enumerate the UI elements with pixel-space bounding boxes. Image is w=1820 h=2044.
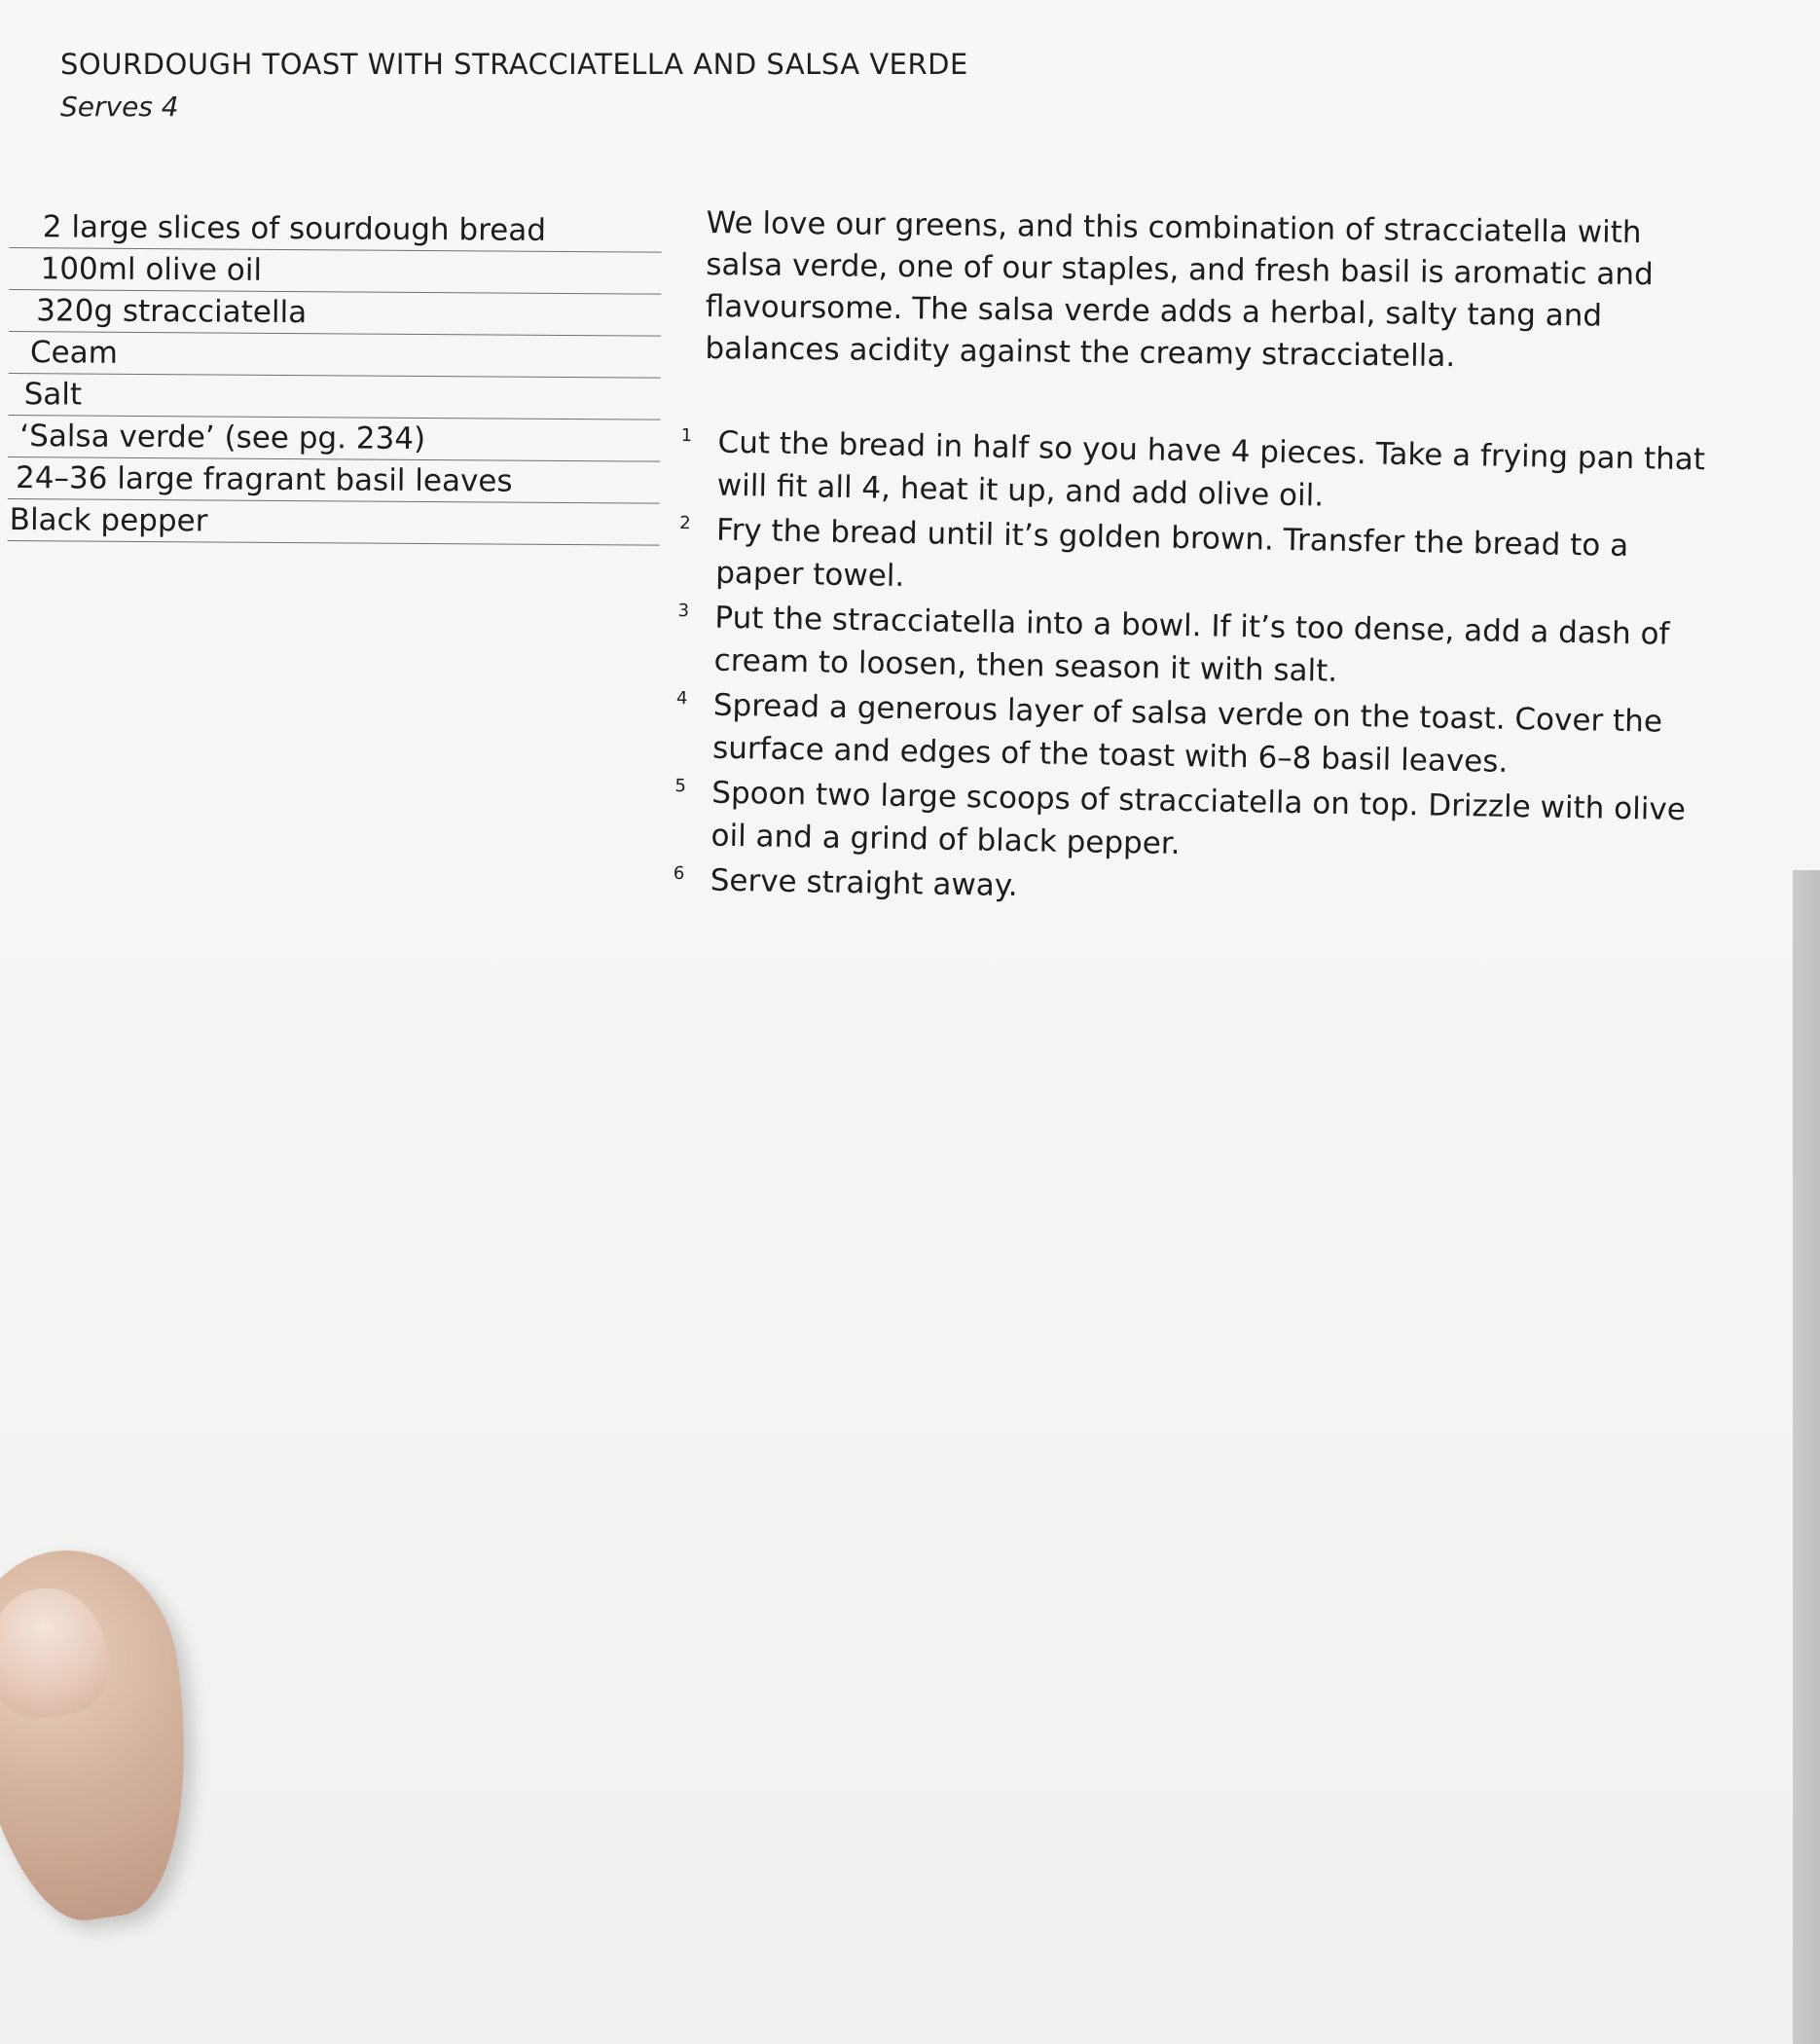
step-number: 3: [677, 600, 690, 622]
ingredient-item: 2 large slices of sourdough bread: [10, 206, 662, 253]
finger-image: [0, 1537, 211, 1933]
step-text: Fry the bread until it’s golden brown. Transfer the bread to a paper towel.: [714, 512, 1629, 595]
step-text: Cut the bread in half so you have 4 pieces. Take a frying pan that will fit all 4, heat it up, and add olive oil.: [716, 424, 1706, 514]
step-text: Spread a generous layer of salsa verde on the toast. Cover the surface and edges of the toast with 6–8 basil leaves.: [711, 687, 1663, 780]
recipe-title: SOURDOUGH TOAST WITH STRACCIATELLA AND SALSA VERDE: [60, 48, 968, 81]
ingredient-item: 320g stracciatella: [9, 290, 661, 337]
fingernail: [0, 1581, 116, 1725]
recipe-intro: [705, 202, 1680, 380]
method-step: [673, 771, 1726, 875]
step-number: 5: [674, 775, 687, 797]
step-text: Serve straight away.: [710, 862, 1018, 904]
method-step: [679, 420, 1731, 525]
ingredient-item: ‘Salsa verde’ (see pg. 234): [8, 416, 660, 462]
step-number: 1: [680, 424, 693, 447]
ingredient-item: Black pepper: [8, 499, 660, 546]
page-edge-tab: [1793, 870, 1820, 2044]
method-step: [676, 596, 1729, 700]
method-steps: [673, 420, 1731, 922]
step-number: 2: [678, 512, 691, 534]
recipe-header: [60, 45, 1131, 127]
method-step: [675, 683, 1728, 787]
ingredient-item: Salt: [8, 374, 660, 420]
ingredients-list: [8, 206, 662, 546]
step-number: 4: [675, 687, 688, 710]
method-step: [678, 508, 1730, 612]
step-number: 6: [673, 862, 685, 885]
intro-paragraph: We love our greens, and this combination of stracciatella with salsa verde, one of our staples, and fresh basil is aromatic and flavoursome. The salsa verde adds a herbal, salty tang and balances acidity against the creamy stracciatella.: [705, 204, 1654, 375]
step-text: Spoon two large scoops of stracciatella on top. Drizzle with olive oil and a grind of black pepper.: [710, 775, 1687, 862]
ingredient-item: 100ml olive oil: [9, 248, 661, 295]
ingredient-item: 24–36 large fragrant basil leaves: [8, 457, 660, 504]
ingredient-item: Ceam: [9, 332, 661, 379]
step-text: Put the stracciatella into a bowl. If it’s too dense, add a dash of cream to loosen, then season it with salt.: [713, 600, 1670, 689]
serves-label: Serves 4: [60, 91, 179, 123]
